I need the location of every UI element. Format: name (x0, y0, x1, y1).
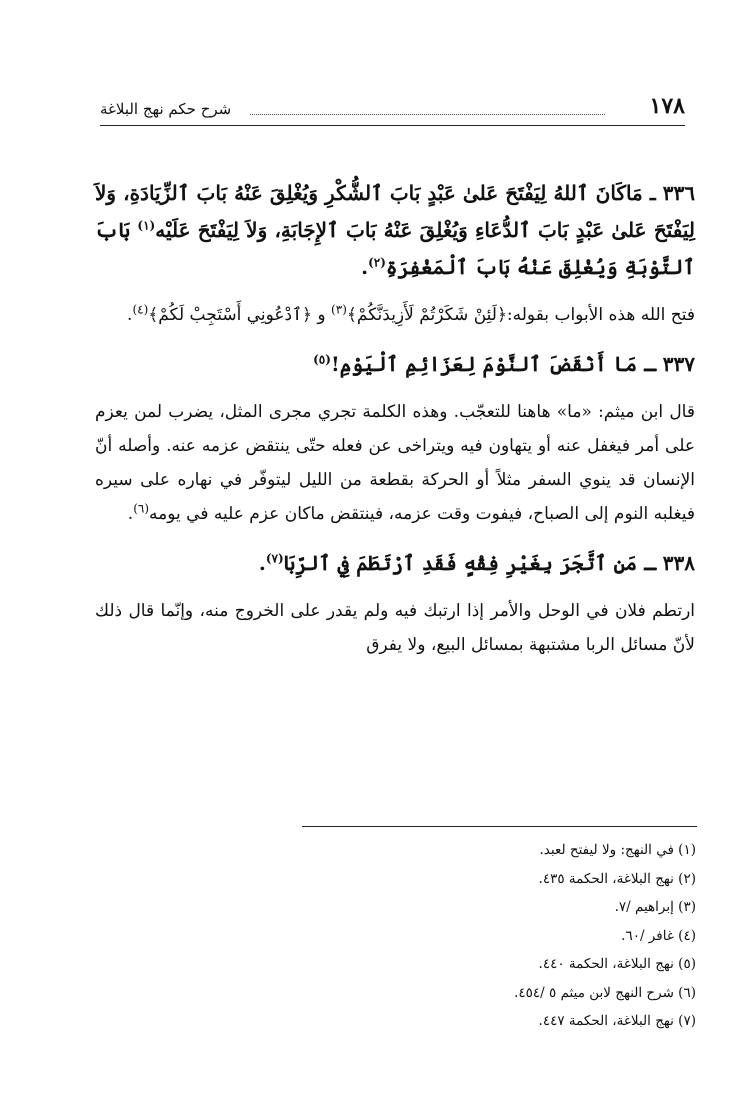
footnote-4: (٤) غافر /٦٠. (621, 927, 696, 944)
saying-336: ٣٣٦ ـ مَاكَانَ ٱللهُ لِيَفْتَحَ عَلىٰ عَبْدٍ بَابَ ٱلشُّكْرِ وَيُغْلِقَ عَنْهُ بَابَ ٱلزِّيَادَةِ، وَلاَ لِيَفْتَحَ عَلىٰ عَبْدٍ بَابَ ٱلدُّعَاءِ وَيُغْلِقَ عَنْهُ بَابَ ٱلإِجَابَةِ، وَلاَ لِيَفْتَحَ عَلَيْه$^{(١)}$ بَابَ ٱلتَّوْبَةِ وَيُغْلِقَ عَنْهُ بَابَ ٱلْمَغْفِرَةِ$^{(٢)}$. (95, 181, 696, 279)
footnote-ref: (٥) (313, 352, 331, 367)
footnote-rule (302, 826, 697, 827)
footnote-6: (٦) شرح النهج لابن ميثم ٥ /٤٥٤. (514, 984, 696, 1001)
commentary-336: فتح الله هذه الأبواب بقوله:﴿لَئِنْ شَكَرْتُمْ لَأَزِيدَنَّكُمْ﴾$^{(٣)}$ و ﴿ٱدْعُونِي أَسْتَجِبْ لَكُمْ﴾$^{(٤)}$. (127, 302, 695, 325)
footnote-ref: (٦) (133, 501, 150, 516)
footnote-ref: (٤) (132, 302, 149, 317)
running-title: شرح حكم نهج البلاغة (100, 100, 232, 118)
commentary-text: فتح الله هذه الأبواب بقوله:﴿لَئِنْ شَكَرْتُمْ لَأَزِيدَنَّكُمْ﴾ (346, 305, 695, 325)
saying-dash: ـ (644, 352, 656, 376)
saying-text: مَاكَانَ ٱللهُ لِيَفْتَحَ عَلىٰ عَبْدٍ بَابَ ٱلشُّكْرِ وَيُغْلِقَ عَنْهُ بَابَ ٱلزِّيَادَةِ، وَلاَ لِيَفْتَحَ عَلىٰ عَبْدٍ بَابَ ٱلدُّعَاءِ وَيُغْلِقَ عَنْهُ بَابَ ٱلإِجَابَةِ، وَلاَ لِيَفْتَحَ عَلَيْه (95, 181, 696, 242)
commentary-text: قال ابن ميثم: «ما» هاهنا للتعجّب. وهذه الكلمة تجري مجرى المثل، يضرب لمن يعزم على أمر فيغفل عنه أو يتهاون فيه ويتراخى عن فعله حتّى ينتقض عزمه عنه. وأصله أنّ الإنسان قد ينوي السفر مثلاً أو الحركة بقطعة من الليل ليتوفّر في نهاره على سيره فيغلبه النوم إلى الصباح، فيفوت وقت عزمه، فينتقض ماكان عزم عليه في يومه (95, 402, 695, 524)
footnote-ref: (٣) (331, 302, 347, 317)
footnote-2: (٢) نهج البلاغة، الحكمة ٤٣٥. (538, 870, 696, 887)
footnote-3: (٣) إبراهيم /٧. (614, 899, 696, 915)
commentary-338 (95, 594, 695, 662)
saying-text: مَا أَنْقَضَ ٱلنَّوْمَ لِعَزَائِمِ ٱلْيَوْمِ! (330, 352, 638, 376)
saying-dash: ـ (649, 181, 656, 205)
header-rule (100, 125, 685, 126)
saying-338: ٣٣٨ ـ مَنِ ٱتَّجَرَ بِغَيْرِ فِقْهٍ فَقَدِ ٱرْتَطَمَ فِي ٱلرِّبَا$^{(٧)}$. (258, 551, 695, 575)
saying-text: مَنِ ٱتَّجَرَ بِغَيْرِ فِقْهٍ فَقَدِ ٱرْتَطَمَ فِي ٱلرِّبَا (283, 551, 638, 575)
footnotes (301, 836, 696, 1036)
page-body (95, 175, 695, 676)
commentary-337: قال ابن ميثم: «ما» هاهنا للتعجّب. وهذه الكلمة تجري مجرى المثل، يضرب لمن يعزم على أمر فيغفل عنه أو يتهاون فيه ويتراخى عن فعله حتّى ينتقض عزمه عنه. وأصله أنّ الإنسان قد ينوي السفر مثلاً أو الحركة بقطعة من الليل ليتوفّر في نهاره على سيره فيغلبه النوم إلى الصباح، فيفوت وقت عزمه، فينتقض ماكان عزم عليه في يومه$^{(٦)}$. (95, 402, 695, 524)
saying-dash: ـ (644, 551, 656, 575)
saying-number: ٣٣٨ (662, 551, 695, 575)
header-dot-leader (250, 114, 605, 115)
saying-text-continued: بَابَ ٱلتَّوْبَةِ وَيُغْلِقَ عَنْهُ بَابَ ٱلْمَغْفِرَةِ (95, 218, 695, 279)
page-number: ١٧٨ (649, 93, 685, 119)
footnote-ref: (٢) (368, 255, 386, 270)
commentary-text-continued: و ﴿ٱدْعُونِي أَسْتَجِبْ لَكُمْ﴾ (148, 305, 326, 325)
commentary-text: ارتطم فلان في الوحل والأمر إذا ارتبك فيه ولم يقدر على الخروج منه، وإنّما قال ذلك لأنّ مسائل الربا مشتبهة بمسائل البيع، ولا يفرق (95, 601, 695, 655)
footnote-1: (١) في النهج: ولا ليفتح لعبد. (539, 842, 696, 858)
footnote-ref: (٧) (265, 551, 284, 566)
saying-number: ٣٣٧ (662, 352, 695, 376)
footnote-ref: (١) (137, 218, 156, 233)
saying-number: ٣٣٦ (662, 181, 695, 205)
page-header (100, 92, 685, 126)
saying-337 (95, 346, 695, 383)
footnote-7: (٧) نهج البلاغة، الحكمة ٤٤٧. (538, 1013, 696, 1029)
footnote-5: (٥) نهج البلاغة، الحكمة ٤٤٠. (538, 956, 696, 972)
